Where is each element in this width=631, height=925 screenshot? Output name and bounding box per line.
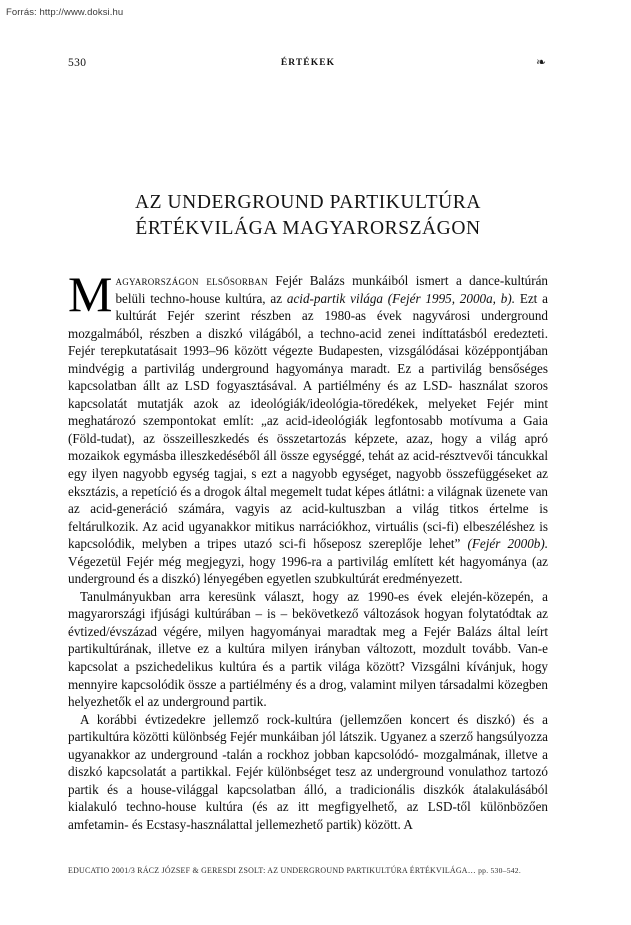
article-body [68,266,548,834]
running-head-title: ÉRTÉKEK [280,58,336,68]
paragraph-1-citation-a: acid-partik világa (Fejér 1995, 2000a, b). [286,290,515,306]
footer-page-range: pp. 530–542. [478,866,521,875]
paragraph-2: Tanulmányukban arra keresünk választ, hogy az 1990-es évek elején-közepén, a magyarországi ifjúsági kultúrában – is – bekövetkező változások hogyan folytatódtak az évtized/évszázad végére, milyen hagyományai maradtak meg a Fejér Balázs által leírt partikultúrának, illetve ez a kultúra milyen irányban változott, mozdult tovább. Van-e kapcsolat a pszichedelikus kultúra és a partik világa között? Vizsgálni kívánjuk, hogy mennyire kapcsolódik össze a partiélmény és a drog, valamint milyen társadalmi közegben helyezhetők el az underground partik. [68,588,548,710]
lead-small-caps: agyarországon elsősorban [115,273,268,288]
page-number: 530 [68,57,87,69]
drop-cap: M [68,266,113,322]
article-title-line-2: ÉRTÉKVILÁGA MAGYARORSZÁGON [135,218,481,239]
paragraph-1-text-b: Ezt a kultúrát Fejér szerint részben az 1980-as évek nagyvárosi underground mozgalmából, részben a diszkó világából, a techno-acid zenei indíttatásból eredezteti. Fejér terepkutatásait 1993–96 között végezte Budapesten, vizsgálódásai középpontjában mindvégig a partivilág underground hagyománya maradt. Ez a partivilág bensőséges kapcsolatban állt az LSD fogyasztásával. A partiélmény és az LSD- használat szoros kapcsolatát mutatják azok az ideológiák/ideológia-töredékek, melyeket Fejér mint meghatározó szempontokat említ: „az acid-ideológiák legfontosabb motívuma a Gaia (Föld-tudat), az összeilleszkedés és összetartozás képzete, azaz, hogy a világ apró mozaikok egymásba illeszkedéséből áll össze egységgé, tehát az acid-résztvevői táncukkal egy ilyen nagyobb egység tagjai, s ezt a nagyobb egységet, nagyobb összefüggéseket az eksztázis, a repetíció és a drogok által megemelt tudat képes átlátni: a világnak üzenete van az acid-generáció számára, vagyis az acid-kultuszban a világ titkos értelme is feltárulkozik. Az acid ugyanakkor mitikus narrációkhoz, virtuális (sci-fi) elbeszéléshez is kapcsolódik, melyben a tripes utazó sci-fi hőseposz szereplője lehet” [68,290,548,552]
paragraph-1-text-a: Fejér Balázs munkáiból ismert a dance-kultúrán belüli techno-house kultúra, az [115,273,548,306]
paragraph-3: A korábbi évtizedekre jellemző rock-kultúra (jellemzően koncert és diszkó) és a partikultúra közötti különbség Fejér munkáiban jól látszik. Ugyanez a szerző hangsúlyozza ugyanakkor az underground -talán a rockhoz jobban kapcsolódó- mozgalmának, illetve a diszkó kapcsolatát a partikkal. Fejér különbséget tesz az underground vonulathoz tartozó partik és a house-világgal kapcsolatban álló, a tradicionális diszkók átalakulásából kialakuló techno-house kultúra (és az itt megfigyelhető, az LSD-től különbözően amfetamin- és Ecstasy-használattal jellemezhető partik) között. A [68,711,548,832]
footer-source-note [68,866,548,875]
source-watermark: Forrás: http://www.doksi.hu [6,7,124,18]
running-head [68,57,548,73]
paragraph-1-citation-b: (Fejér 2000b). [467,536,548,552]
footer-citation: EDUCATIO 2001/3 RÁCZ JÓZSEF & GERESDI ZSOLT: AZ UNDERGROUND PARTIKULTÚRA ÉRTÉKVILÁGA… [68,866,476,875]
article-title-line-1: AZ UNDERGROUND PARTIKULTÚRA [135,192,481,213]
article-title [68,190,548,242]
paragraph-1-text-c: Végezetül Fejér még megjegyzi, hogy 1996-ra a partivilág említett két hagyománya (az underground és a diszkó) lényegében egyetlen szubkultúrát eredményezett. [68,553,548,587]
fleuron-ornament-icon: ❧ [535,55,547,69]
paragraph-1 [68,266,548,588]
